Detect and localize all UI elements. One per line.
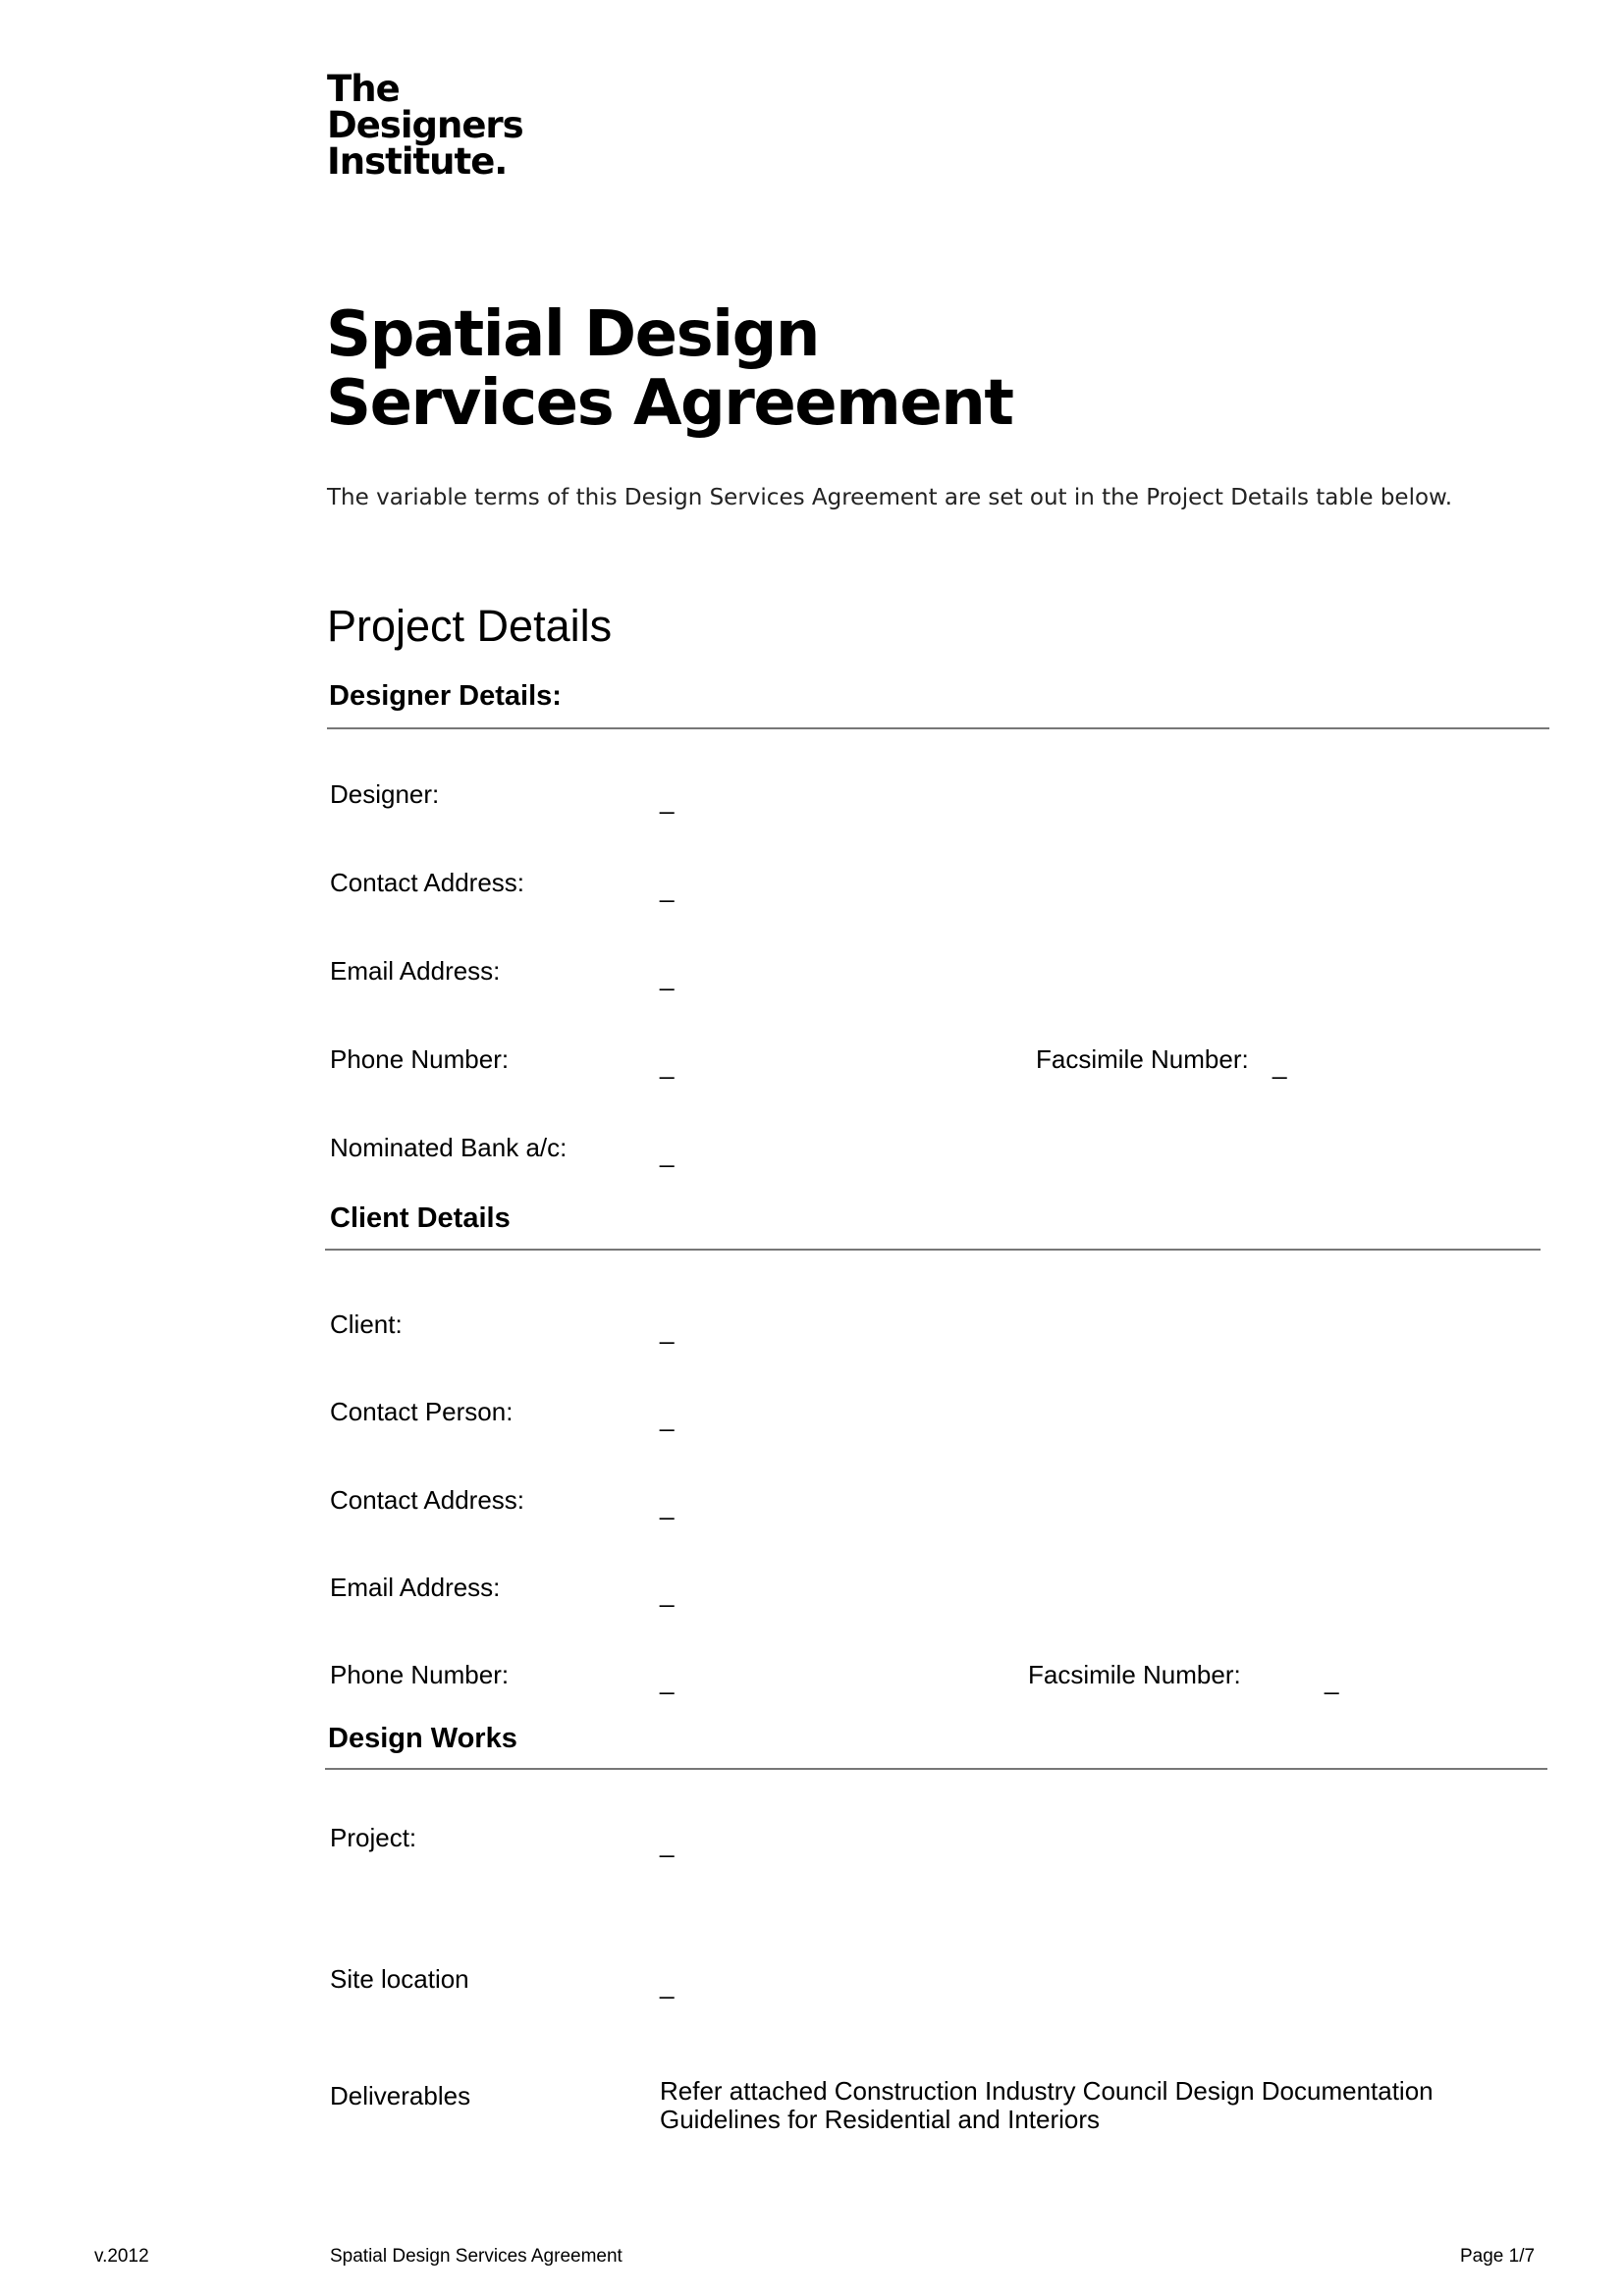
client-fax-label: Facsimile Number: — [1028, 1660, 1241, 1689]
logo — [327, 68, 523, 183]
designer-details-heading: Designer Details: — [329, 680, 562, 712]
design-works-divider — [325, 1768, 1547, 1770]
logo-line-2: Designers — [327, 104, 523, 146]
logo-line-1: The — [327, 68, 400, 110]
site-location-value[interactable]: _ — [660, 1970, 675, 2000]
designer-value[interactable]: _ — [660, 785, 675, 815]
client-phone-label: Phone Number: — [330, 1660, 510, 1689]
project-label: Project: — [330, 1823, 417, 1852]
logo-line-3: Institute. — [327, 140, 508, 183]
client-details-heading: Client Details — [330, 1202, 511, 1234]
deliverables-label: Deliverables — [330, 2081, 471, 2110]
client-value[interactable]: _ — [660, 1315, 675, 1345]
footer-version: v.2012 — [94, 2246, 149, 2267]
client-label: Client: — [330, 1309, 403, 1339]
client-person-value[interactable]: _ — [660, 1403, 675, 1432]
designer-email-value[interactable]: _ — [660, 962, 675, 991]
title-line-1: Spatial Design — [326, 298, 819, 371]
footer-doc-title: Spatial Design Services Agreement — [330, 2246, 623, 2267]
client-person-label: Contact Person: — [330, 1397, 514, 1426]
designer-bank-label: Nominated Bank a/c: — [330, 1133, 568, 1162]
client-address-value[interactable]: _ — [660, 1491, 675, 1521]
designer-details-divider — [327, 727, 1549, 729]
client-fax-value[interactable]: _ — [1325, 1666, 1339, 1695]
site-location-label: Site location — [330, 1964, 469, 1994]
designer-phone-label: Phone Number: — [330, 1044, 510, 1074]
designer-address-label: Contact Address: — [330, 868, 524, 897]
client-details-divider — [325, 1249, 1541, 1251]
intro-text: The variable terms of this Design Services Agreement are set out in the Project Details table below. — [327, 485, 1453, 510]
deliverables-value: Refer attached Construction Industry Council Design Documentation Guidelines for Residential and Interiors — [660, 2076, 1434, 2134]
client-address-label: Contact Address: — [330, 1485, 524, 1515]
designer-fax-label: Facsimile Number: — [1036, 1044, 1249, 1074]
design-works-heading: Design Works — [328, 1723, 517, 1754]
client-phone-value[interactable]: _ — [660, 1666, 675, 1695]
project-value[interactable]: _ — [660, 1829, 675, 1858]
designer-label: Designer: — [330, 779, 440, 809]
title-line-2: Services Agreement — [326, 367, 1013, 440]
project-details-heading: Project Details — [327, 601, 613, 651]
client-email-label: Email Address: — [330, 1573, 501, 1602]
document-title — [326, 300, 1012, 438]
designer-email-label: Email Address: — [330, 956, 501, 986]
footer-page-number: Page 1/7 — [1460, 2246, 1536, 2267]
designer-bank-value[interactable]: _ — [660, 1139, 675, 1168]
designer-phone-value[interactable]: _ — [660, 1050, 675, 1080]
designer-fax-value[interactable]: _ — [1272, 1050, 1287, 1080]
designer-address-value[interactable]: _ — [660, 874, 675, 903]
client-email-value[interactable]: _ — [660, 1578, 675, 1608]
